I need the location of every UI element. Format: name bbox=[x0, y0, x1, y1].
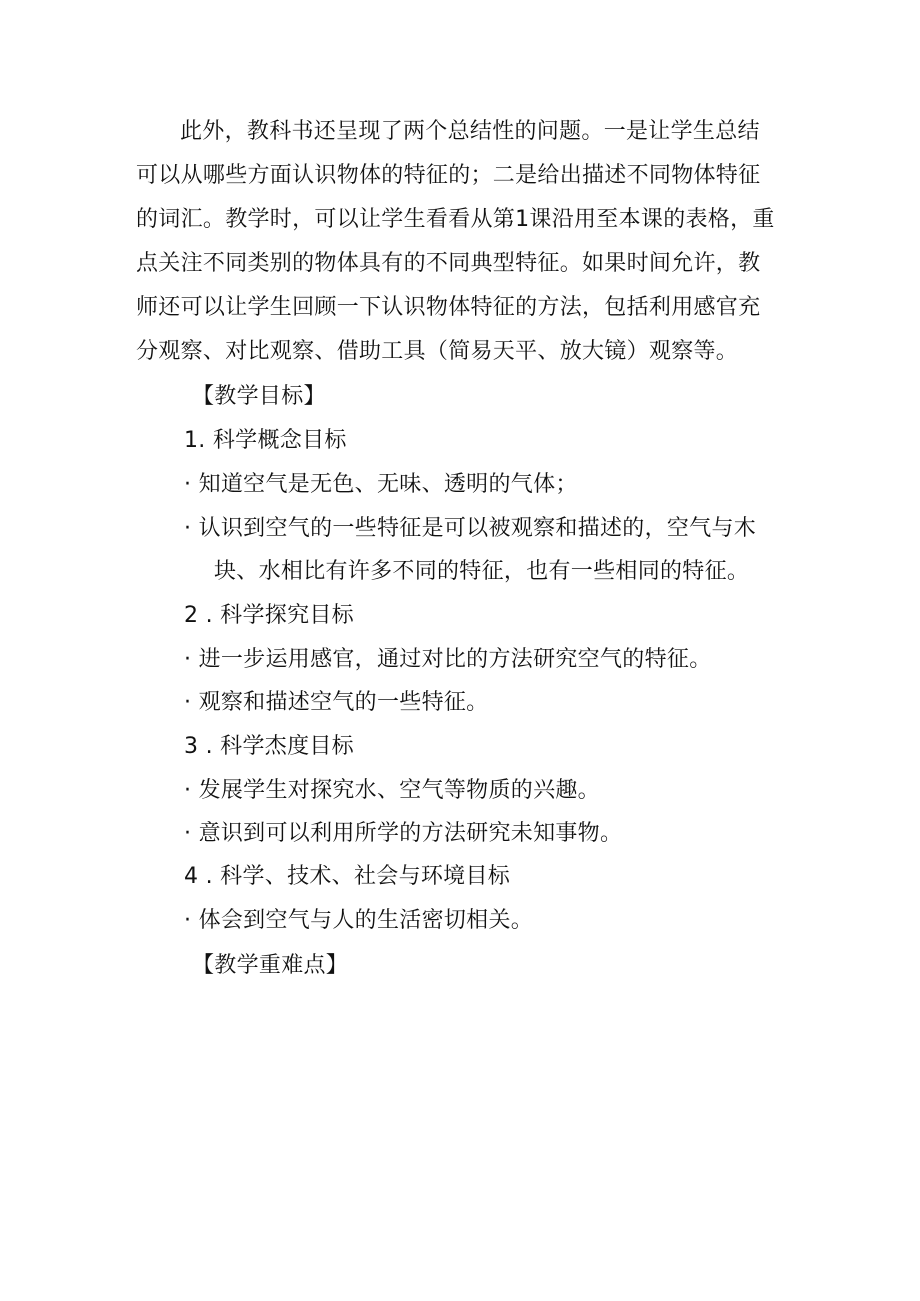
key-points-heading: 【教学重难点】 bbox=[192, 953, 349, 978]
teaching-goals-heading: 【教学目标】 bbox=[192, 384, 326, 409]
goal2-heading: 2 . 科学探究目标 bbox=[184, 603, 354, 628]
paragraph-line-2: 可以从哪些方面认识物体的特征的；二是给出描述不同物体特征 bbox=[136, 163, 761, 188]
goal3-item1: · 发展学生对探究水、空气等物质的兴趣。 bbox=[184, 778, 600, 803]
goal4-item1: · 体会到空气与人的生活密切相关。 bbox=[184, 908, 534, 933]
paragraph-line-3: 的词汇。教学时，可以让学生看看从第1课沿用至本课的表格，重 bbox=[136, 207, 775, 232]
paragraph-line-4: 点关注不同类别的物体具有的不同典型特征。如果时间允许，教 bbox=[136, 251, 761, 276]
paragraph-line-5: 师还可以让学生回顾一下认识物体特征的方法，包括利用感官充 bbox=[136, 295, 761, 320]
goal2-item2: · 观察和描述空气的一些特征。 bbox=[184, 690, 489, 715]
paragraph-line-6: 分观察、对比观察、借助工具（简易天平、放大镜）观察等。 bbox=[136, 339, 739, 364]
goal3-heading: 3 . 科学杰度目标 bbox=[184, 734, 354, 759]
goal1-heading: 1. 科学概念目标 bbox=[184, 428, 347, 453]
goal2-item1: · 进一步运用感官，通过对比的方法研究空气的特征。 bbox=[184, 647, 712, 672]
goal1-item1: · 知道空气是无色、无味、透明的气体； bbox=[184, 472, 578, 497]
goal3-item2: · 意识到可以利用所学的方法研究未知事物。 bbox=[184, 821, 623, 846]
goal1-item2-line1: · 认识到空气的一些特征是可以被观察和描述的，空气与木 bbox=[184, 516, 757, 541]
goal4-heading: 4 . 科学、技术、社会与环境目标 bbox=[184, 864, 511, 889]
paragraph-line-1: 此外，教科书还呈现了两个总结性的问题。一是让学生总结 bbox=[180, 119, 760, 144]
goal1-item2-line2: 块、水相比有许多不同的特征，也有一些相同的特征。 bbox=[214, 559, 750, 584]
